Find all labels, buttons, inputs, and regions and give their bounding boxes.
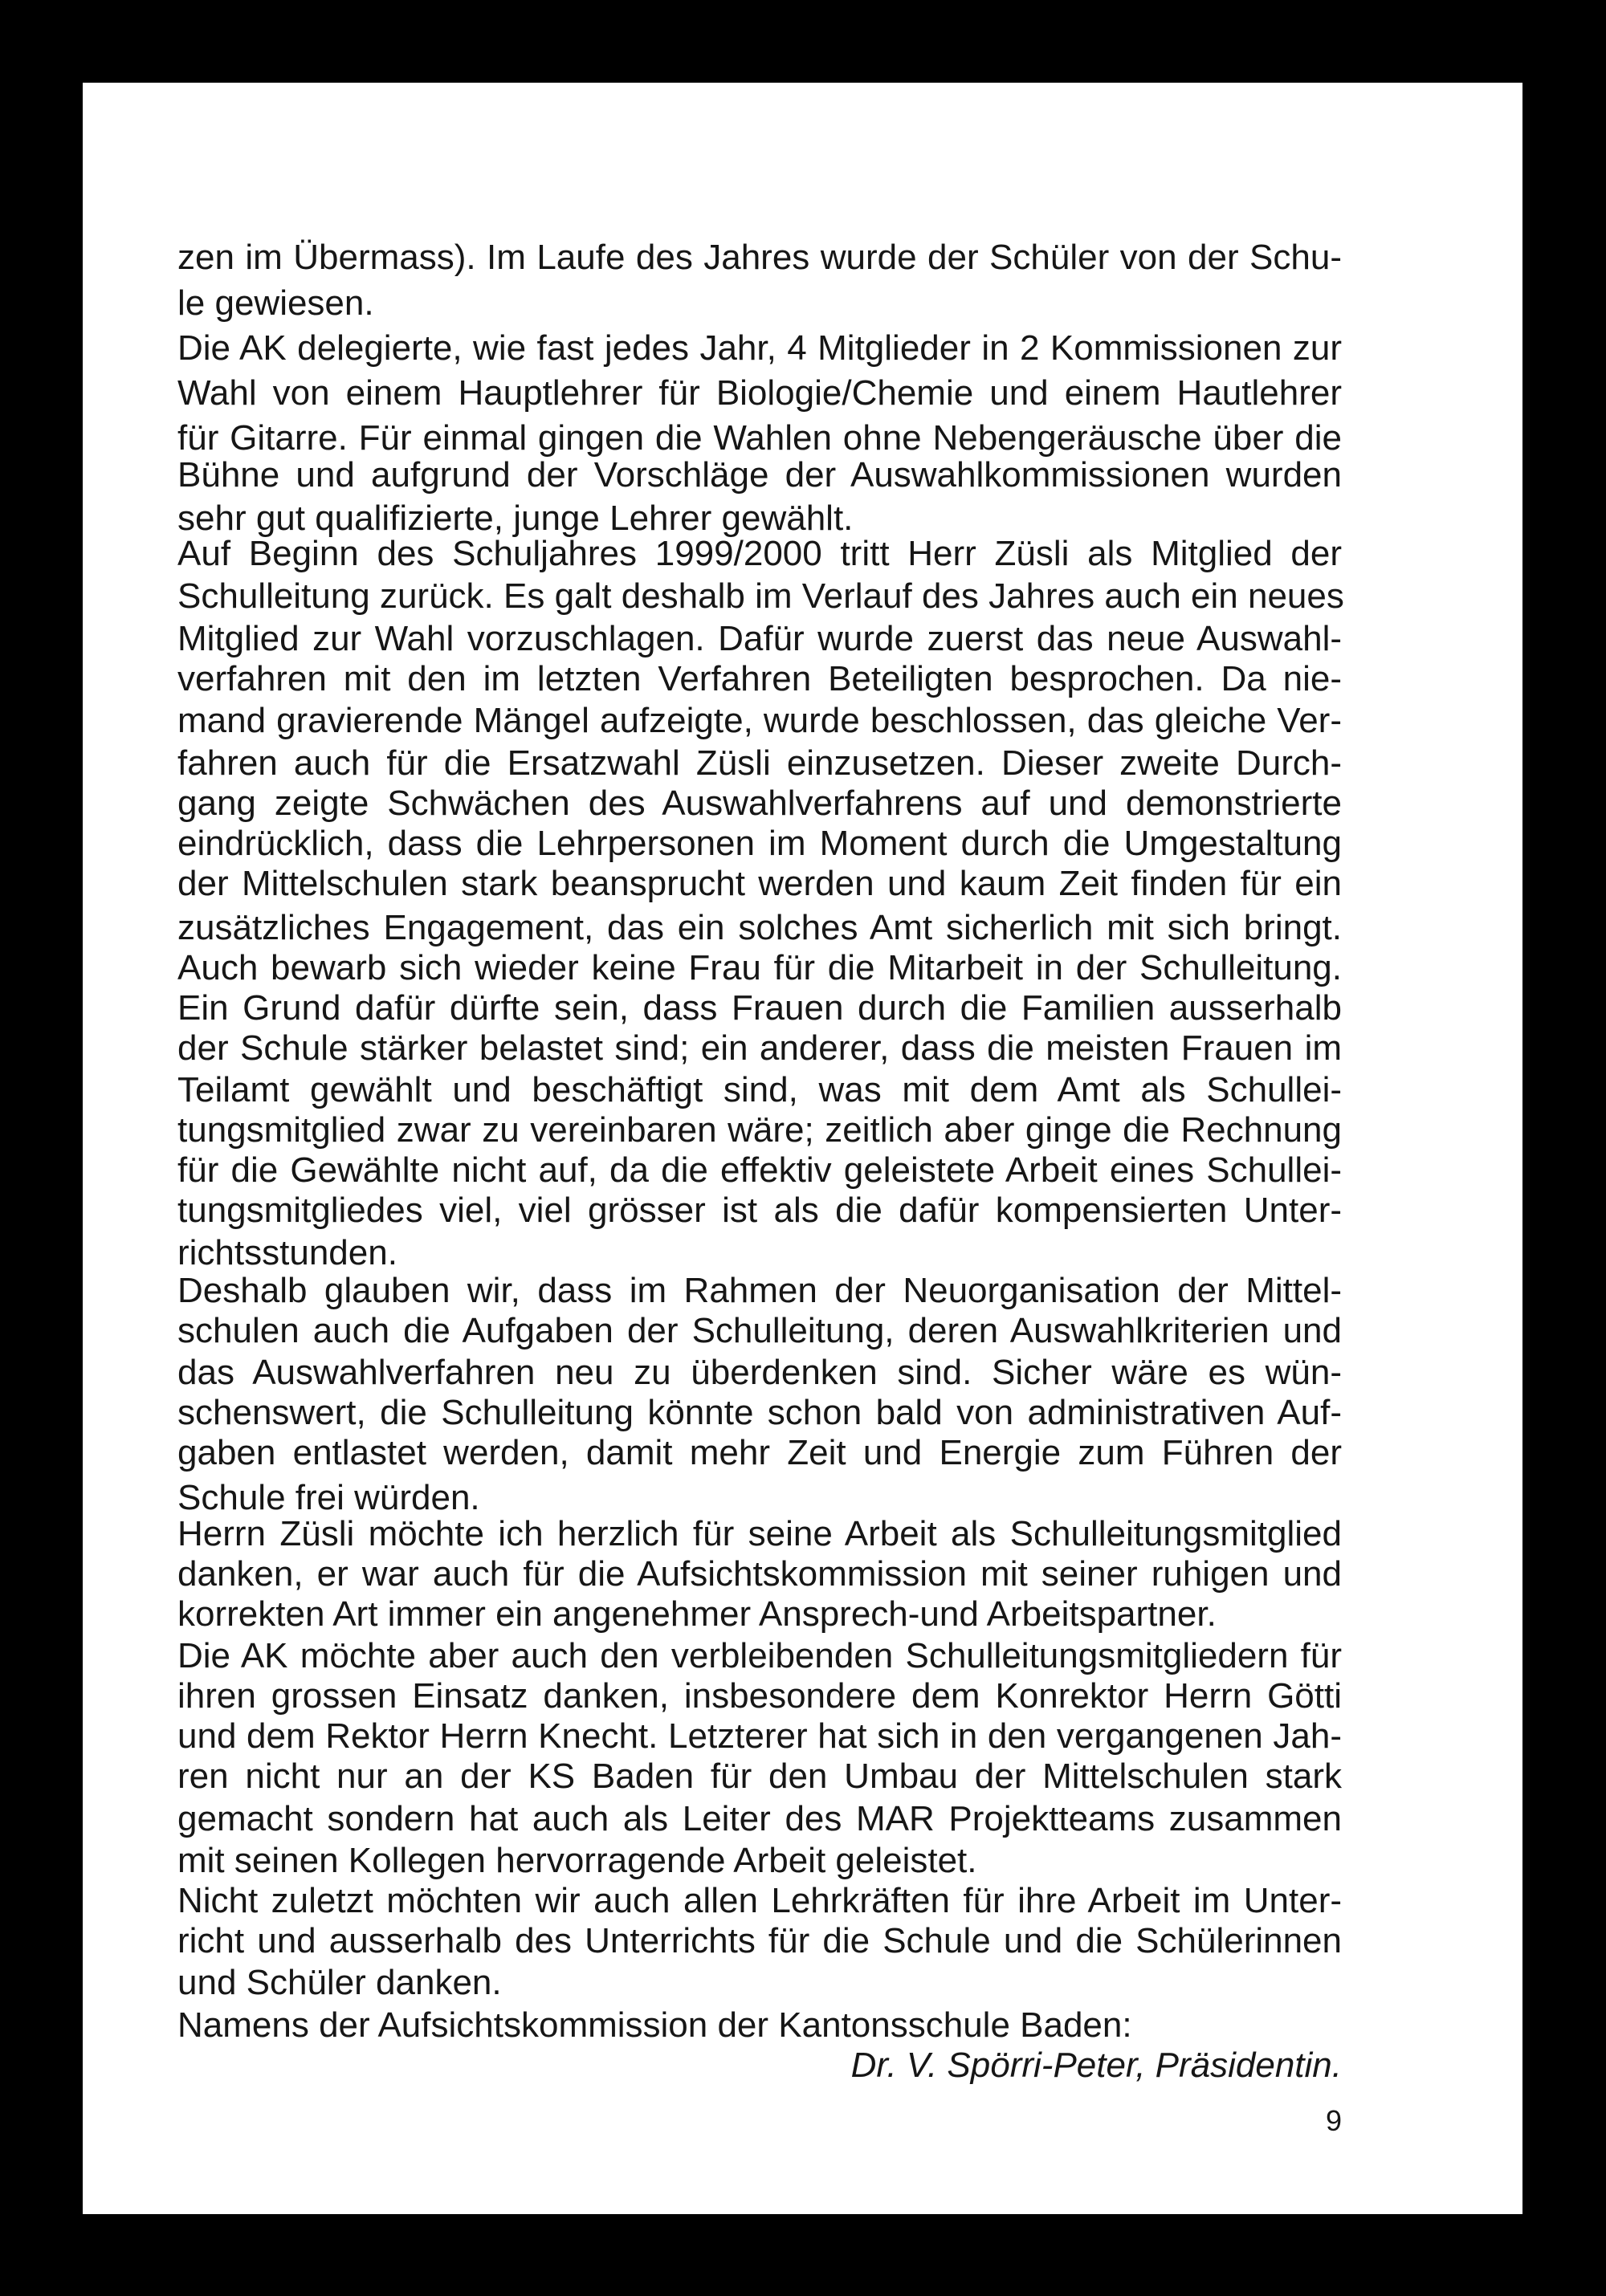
body-line: und dem Rektor Herrn Knecht. Letzterer hat sich in den vergangenen Jah- [177, 1716, 1342, 1756]
body-line: für die Gewählte nicht auf, da die effektiv geleistete Arbeit eines Schullei- [177, 1150, 1342, 1190]
body-line: Auf Beginn des Schuljahres 1999/2000 tritt Herr Züsli als Mitglied der [177, 534, 1342, 573]
body-line: und Schüler danken. [177, 1963, 502, 2002]
body-line: ren nicht nur an der KS Baden für den Umbau der Mittelschulen stark [177, 1757, 1342, 1796]
body-line: Namens der Aufsichtskommission der Kantonsschule Baden: [177, 2005, 1132, 2045]
body-line: für Gitarre. Für einmal gingen die Wahlen ohne Nebengeräusche über die [177, 418, 1342, 458]
body-line: Ein Grund dafür dürfte sein, dass Frauen durch die Familien ausserhalb [177, 988, 1342, 1028]
body-line: gang zeigte Schwächen des Auswahlverfahrens auf und demonstrierte [177, 784, 1342, 823]
body-line: tungsmitgliedes viel, viel grösser ist als die dafür kompensierten Unter- [177, 1191, 1342, 1230]
body-line: Mitglied zur Wahl vorzuschlagen. Dafür wurde zuerst das neue Auswahl- [177, 619, 1342, 658]
body-line: verfahren mit den im letzten Verfahren Beteiligten besprochen. Da nie- [177, 659, 1342, 698]
body-line: Die AK möchte aber auch den verbleibenden Schulleitungsmitgliedern für [177, 1636, 1342, 1675]
body-line: ihren grossen Einsatz danken, insbesondere dem Konrektor Herrn Götti [177, 1676, 1342, 1716]
body-line: mand gravierende Mängel aufzeigte, wurde beschlossen, das gleiche Ver- [177, 701, 1342, 740]
body-line: zusätzliches Engagement, das ein solches Amt sicherlich mit sich bringt. [177, 908, 1342, 947]
body-line: gemacht sondern hat auch als Leiter des MAR Projektteams zusammen [177, 1799, 1342, 1838]
body-line: schulen auch die Aufgaben der Schulleitung, deren Auswahlkriterien und [177, 1311, 1342, 1350]
body-line: Wahl von einem Hauptlehrer für Biologie/Chemie und einem Hautlehrer [177, 373, 1342, 413]
body-line: sehr gut qualifizierte, junge Lehrer gewählt. [177, 499, 854, 538]
body-line: der Schule stärker belastet sind; ein anderer, dass die meisten Frauen im [177, 1028, 1342, 1068]
body-line: schenswert, die Schulleitung könnte schon bald von administrativen Auf- [177, 1393, 1342, 1432]
body-line: Bühne und aufgrund der Vorschläge der Auswahlkommissionen wurden [177, 455, 1342, 495]
body-line: le gewiesen. [177, 283, 374, 323]
page-number: 9 [1325, 2104, 1342, 2137]
body-line: richtsstunden. [177, 1233, 397, 1272]
body-line: Herrn Züsli möchte ich herzlich für seine Arbeit als Schulleitungsmitglied [177, 1514, 1342, 1553]
body-line: Deshalb glauben wir, dass im Rahmen der Neuorganisation der Mittel- [177, 1271, 1342, 1310]
body-line: Teilamt gewählt und beschäftigt sind, was mit dem Amt als Schullei- [177, 1070, 1342, 1109]
body-line: eindrücklich, dass die Lehrpersonen im Moment durch die Umgestaltung [177, 824, 1342, 863]
body-line: Schulleitung zurück. Es galt deshalb im Verlauf des Jahres auch ein neues [177, 576, 1344, 616]
body-line: gaben entlastet werden, damit mehr Zeit und Energie zum Führen der [177, 1433, 1342, 1472]
body-line: Auch bewarb sich wieder keine Frau für die Mitarbeit in der Schulleitung. [177, 948, 1342, 987]
body-line: korrekten Art immer ein angenehmer Ansprech-und Arbeitspartner. [177, 1594, 1217, 1634]
body-line: mit seinen Kollegen hervorragende Arbeit geleistet. [177, 1841, 977, 1880]
body-line: zen im Übermass). Im Laufe des Jahres wurde der Schüler von der Schu- [177, 238, 1342, 277]
body-line: Die AK delegierte, wie fast jedes Jahr, 4 Mitglieder in 2 Kommissionen zur [177, 328, 1342, 368]
body-line: das Auswahlverfahren neu zu überdenken sind. Sicher wäre es wün- [177, 1353, 1342, 1392]
body-line: fahren auch für die Ersatzwahl Züsli einzusetzen. Dieser zweite Durch- [177, 743, 1342, 783]
body-line: tungsmitglied zwar zu vereinbaren wäre; zeitlich aber ginge die Rechnung [177, 1110, 1342, 1150]
body-line: Nicht zuletzt möchten wir auch allen Lehrkräften für ihre Arbeit im Unter- [177, 1881, 1342, 1920]
body-line: der Mittelschulen stark beansprucht werden und kaum Zeit finden für ein [177, 864, 1342, 903]
body-line: danken, er war auch für die Aufsichtskommission mit seiner ruhigen und [177, 1554, 1342, 1594]
body-line: richt und ausserhalb des Unterrichts für die Schule und die Schülerinnen [177, 1921, 1342, 1960]
body-line: Schule frei würden. [177, 1478, 480, 1517]
signature: Dr. V. Spörri-Peter, Präsidentin. [850, 2046, 1342, 2085]
